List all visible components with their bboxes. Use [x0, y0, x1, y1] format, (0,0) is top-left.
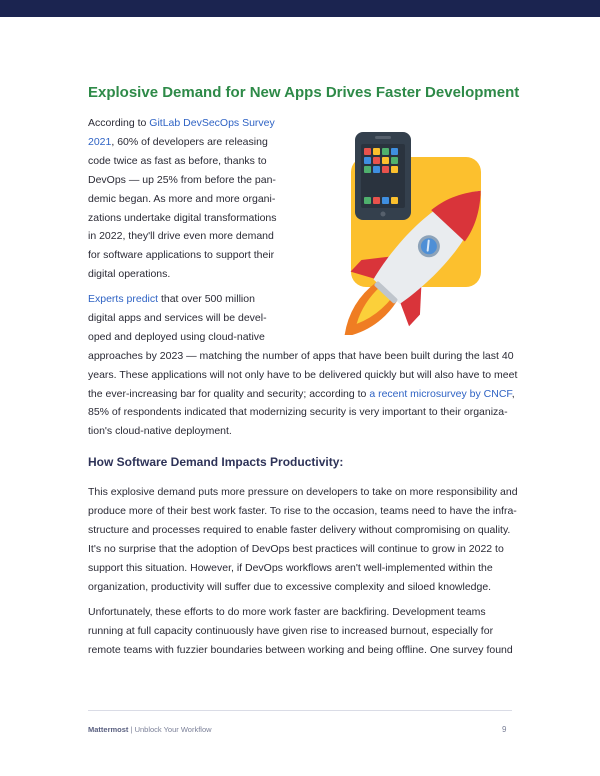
- paragraph-3: [88, 483, 518, 596]
- text-segment: This explosive demand puts more pressure on developers to take on more responsibility and: [88, 486, 518, 498]
- footer-tagline: Unblock Your Workflow: [134, 725, 212, 734]
- text-segment: zations undertake digital transformations: [88, 211, 277, 224]
- text-segment: tion's cloud-native deployment.: [88, 425, 232, 438]
- footer-brand-name: Mattermost: [88, 725, 129, 734]
- footer-divider: [88, 710, 512, 711]
- text-segment: 85% of respondents indicated that modernizing security is very important to their organiza-: [88, 406, 508, 419]
- text-segment: According to: [88, 117, 150, 129]
- inline-link[interactable]: a recent microsurvey by CNCF: [369, 387, 512, 400]
- text-segment: support this situation. However, if DevOps workflows aren't well-implemented within the: [88, 561, 493, 574]
- text-segment: code twice as fast as before, thanks to: [88, 154, 267, 167]
- text-segment: ,: [511, 387, 515, 400]
- text-segment: Unfortunately, these efforts to do more work faster are backfiring. Development teams: [88, 606, 486, 618]
- paragraph-4: [88, 603, 513, 660]
- text-segment: the ever-increasing bar for quality and security; according to: [88, 387, 370, 400]
- inline-link[interactable]: 2021: [88, 135, 112, 148]
- text-segment: demic began. As more and more organi-: [88, 192, 276, 205]
- top-bar: [0, 0, 600, 17]
- text-segment: digital operations.: [88, 268, 171, 281]
- text-segment: years. These applications will not only have to be delivered quickly but will also have to meet: [88, 368, 518, 381]
- text-segment: oped and deployed using cloud-native: [88, 330, 265, 343]
- inline-link[interactable]: Experts predict: [88, 293, 159, 305]
- page-number: 9: [502, 725, 507, 734]
- footer-brand: [88, 725, 212, 734]
- text-segment: that over 500 million: [158, 293, 255, 305]
- text-segment: running at full capacity continuously have given rise to increased burnout, especially for: [88, 624, 494, 637]
- text-segment: produce more of their best work faster. To rise to the occasion, teams need to have the infra-: [88, 504, 517, 517]
- text-segment: structure and processes required to enable faster delivery without compromising on quality.: [88, 523, 511, 536]
- text-segment: for software applications to support their: [88, 249, 275, 262]
- text-segment: digital apps and services will be devel-: [88, 311, 267, 324]
- text-segment: in 2022, they'll drive even more demand: [88, 230, 274, 243]
- phone-icon: [355, 132, 411, 220]
- text-segment: remote teams with fuzzier boundaries between working and being offline. One survey found: [88, 643, 513, 656]
- page-title: Explosive Demand for New Apps Drives Faster Development: [88, 84, 520, 101]
- text-segment: , 60% of developers are releasing: [111, 135, 268, 148]
- phone-rocket-illustration: [300, 120, 515, 335]
- section-subheading: How Software Demand Impacts Productivity:: [88, 455, 344, 469]
- text-segment: DevOps — up 25% from before the pan-: [88, 173, 276, 186]
- inline-link[interactable]: GitLab DevSecOps Survey: [149, 117, 275, 129]
- paragraph-1: [88, 114, 277, 284]
- footer-separator: |: [130, 725, 133, 734]
- text-segment: approaches by 2023 — matching the number of apps that have been built during the last 40: [88, 349, 514, 362]
- text-segment: organization, productivity will suffer due to excessive complexity and siloed knowledge.: [88, 580, 492, 593]
- text-segment: It's no surprise that the adoption of DevOps best practices will continue to grow in 2022 to: [88, 542, 504, 555]
